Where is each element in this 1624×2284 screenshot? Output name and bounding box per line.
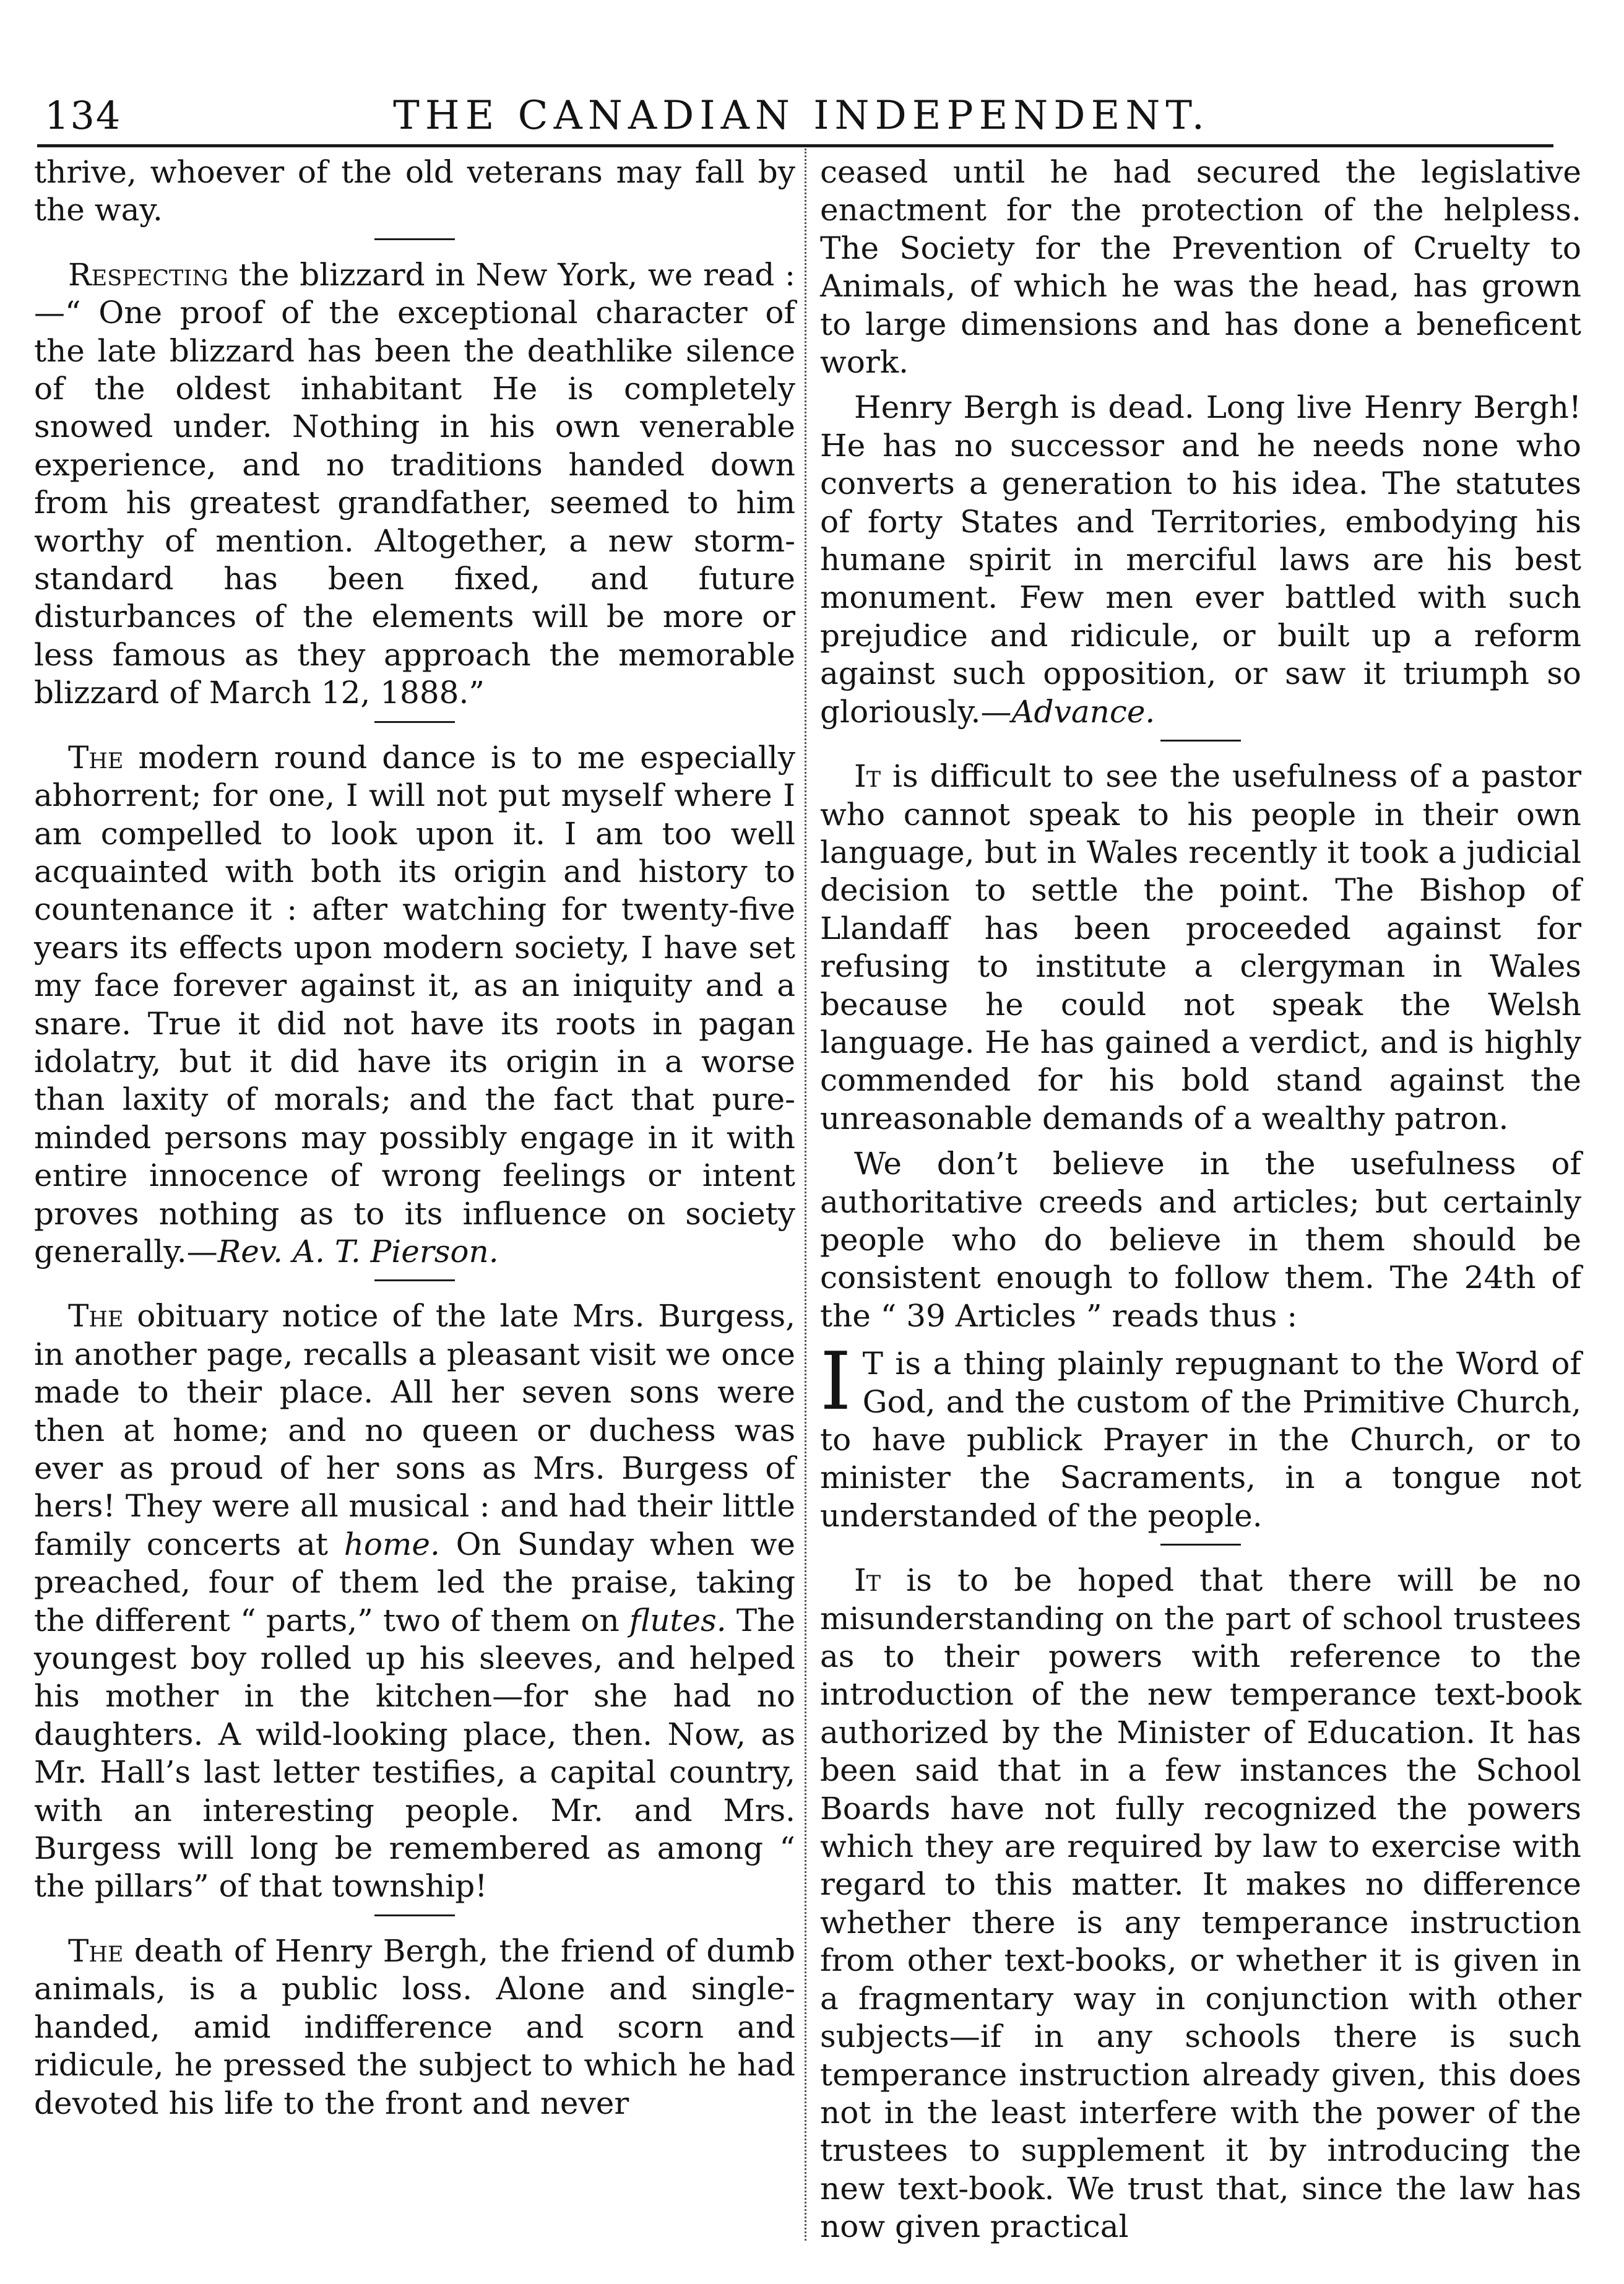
column-divider [805,149,806,2241]
left-column [34,154,795,2246]
lead-word: The [68,739,124,776]
article-welsh-pastor: It is difficult to see the usefulness of a pastor who cannot speak to his people in their own language, but in Wales recently it took a judicial decision to settle the point. The Bishop of Llandaff has been proceeded against for refusing to institute a clergyman in Wales because he could not speak the Welsh language. He has gained a verdict, and is highly commended for his bold stand against the unreasonable demands of a wealthy patron. [820,758,1581,1136]
right-column [820,154,1581,2246]
page-number: 134 [45,93,122,138]
article-articles-intro: We don’t believe in the usefulness of authoritative creeds and articles; but certainly people who do believe in them should be consistent enough to follow them. The 24th of the “ 39 Articles ” reads thus : [820,1146,1581,1334]
quoted-article-24: I T is a thing plainly repugnant to the Word of God, and the custom of the Primitive Church, to have publick Prayer in the Church, or to minister the Sacraments, in a tongue not understanded of the people. [820,1336,1581,1534]
page-header [37,93,1566,142]
article-henry-bergh-continued: ceased until he had secured the legislative enactment for the protection of the helpless. The Society for the Prevention of Cruelty to Animals, of which he was the head, has grown to large dimensions and has done a beneficent work. [820,154,1581,381]
header-rule [37,144,1553,147]
attribution: Rev. A. T. Pierson. [217,1233,499,1270]
article-round-dance: The modern round dance is to me especially abhorrent; for one, I will not put myself where I am compelled to look upon it. I am too well acquainted with both its origin and history to countenance it : after watching for twenty-five years its effects upon modern society, I have set my face forever against it, as an iniquity and a snare. True it did not have its roots in pagan idolatry, but it did have its origin in a worse than laxity of morals; and the fact that pure-minded persons may possibly engage in it with entire innocence of wrong feelings or intent proves nothing as to its influence on society generally.—Rev. A. T. Pierson. [34,739,795,1270]
lead-word: Respecting [68,256,228,293]
article-continuation: thrive, whoever of the old veterans may fall by the way. [34,154,795,228]
article-blizzard: Respecting the blizzard in New York, we read :—“ One proof of the exceptional character of the late blizzard has been the deathlike silence of the oldest inhabitant He is completely snowed under. Nothing in his own venerable experience, and no traditions handed down from his greatest grandfather, seemed to him worthy of mention. Altogether, a new storm-standard has been fixed, and future disturbances of the elements will be more or less famous as they approach the memorable blizzard of March 12, 1888.” [34,256,795,711]
article-henry-bergh-tribute: Henry Bergh is dead. Long live Henry Bergh! He has no successor and he needs none who converts a generation to his idea. The statutes of forty States and Territories, embodying his humane spirit in merciful laws are his best monument. Few men ever battled with such prejudice and ridicule, or built up a reform against such opposition, or saw it triumph so gloriously.—Advance. [820,389,1581,730]
article-henry-bergh: The death of Henry Bergh, the friend of dumb animals, is a public loss. Alone and single-handed, amid indifference and scorn and ridicule, he pressed the subject to which he had devoted his life to the front and never [34,1932,795,2121]
publication-title: THE CANADIAN INDEPENDENT. [393,93,1210,139]
lead-word: The [68,1298,124,1334]
section-separator [1160,740,1241,742]
lead-word: It [854,758,881,795]
article-burgess-obituary: The obituary notice of the late Mrs. Burgess, in another page, recalls a pleasant visit we once made to their place. All her seven sons were then at home; and no queen or duchess was ever as proud of her sons as Mrs. Burgess of hers! They were all musical : and had their little family concerts at home. On Sunday when we preached, four of them led the praise, taking the different “ parts,” two of them on flutes. The youngest boy rolled up his sleeves, and helped his mother in the kitchen—for she had no daughters. A wild-looking place, then. Now, as Mr. Hall’s last letter testifies, a capital country, with an interesting people. Mr. and Mrs. Burgess will long be remembered as among “ the pillars” of that township! [34,1298,796,1905]
article-temperance-textbook: It is to be hoped that there will be no misunderstanding on the part of school trustees as to their powers with reference to the introduction of the new temperance text-book authorized by the Minister of Education. It has been said that in a few instances the School Boards have not fully recognized the powers which they are required by law to exercise with regard to this matter. It makes no difference whether there is any temperance instruction from other text-books, or whether it is given in a fragmentary way in conjunction with other subjects—if in any schools there is such temperance instruction already given, this does not in the least interfere with the power of the trustees to supplement it by introducing the new text-book. We trust that, since the law has now given practical [820,1562,1581,2245]
section-separator [374,1279,455,1281]
lead-word: It [854,1562,881,1599]
lead-word: The [68,1932,124,1969]
section-separator [374,1914,455,1916]
section-separator [374,721,455,723]
attribution: Advance. [1011,693,1155,730]
drop-cap: I [820,1336,852,1429]
section-separator [374,238,455,240]
section-separator [1160,1544,1241,1546]
